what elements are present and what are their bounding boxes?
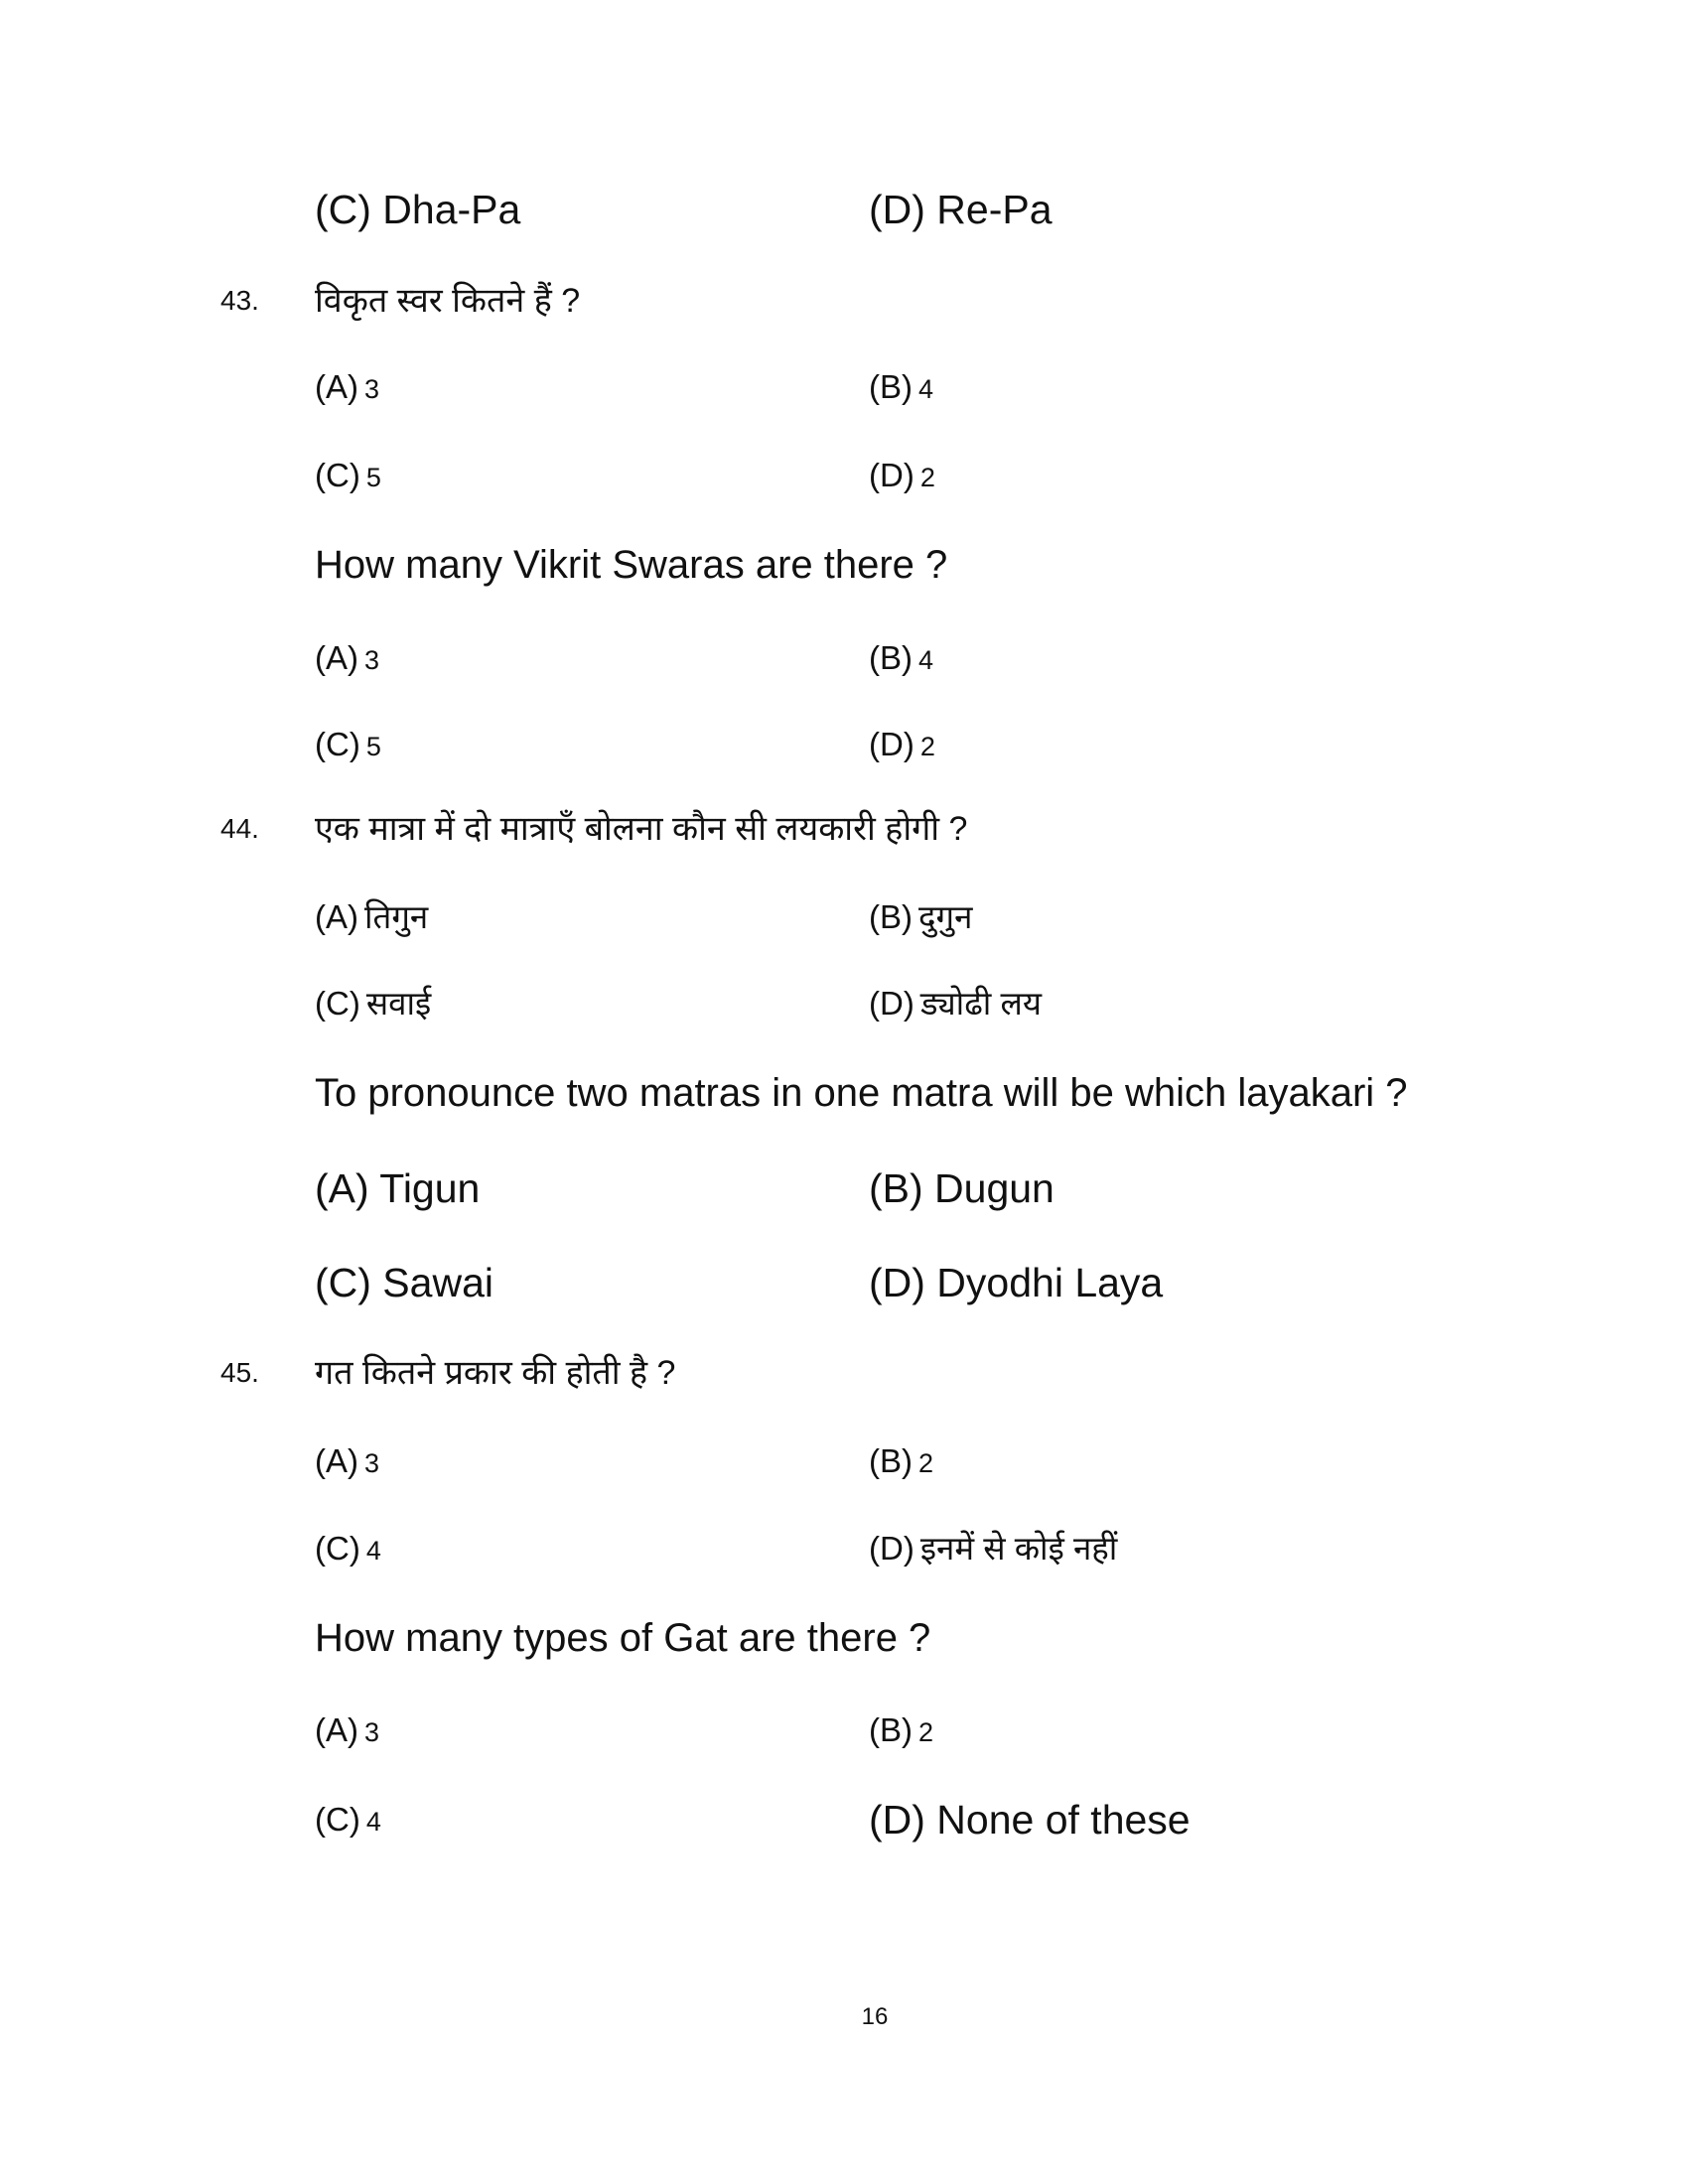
option-row [0,887,1688,947]
option-row [0,1159,1688,1218]
question-text: गत कितने प्रकार की होती है ? [315,1354,676,1392]
option-c: (C) Sawai [315,1260,493,1305]
question-43-hindi [0,271,1688,331]
question-number: 45. [220,1357,259,1388]
option-d: (D) इनमें से कोई नहीं [869,1530,1118,1567]
option-b: (B) 2 [869,1711,934,1748]
option-b: (B) 4 [869,368,934,405]
option-row [0,1790,1688,1849]
question-44-hindi [0,799,1688,859]
option-row [0,974,1688,1033]
question-text: To pronounce two matras in one matra will be which layakari ? [315,1071,1408,1115]
question-text: एक मात्रा में दो मात्राएँ बोलना कौन सी लयकारी होगी ? [315,810,968,848]
option-c: (C) 4 [315,1530,381,1567]
option-b: (B) 4 [869,639,934,676]
option-a: (A) 3 [315,368,380,405]
option-row [0,1701,1688,1760]
option-c: (C) Dha-Pa [315,187,521,232]
option-row [0,1432,1688,1491]
option-d: (D) ड्योढी लय [869,985,1043,1022]
option-row [0,446,1688,505]
option-b: (B) 2 [869,1442,934,1479]
option-row [0,180,1688,239]
question-45-hindi [0,1343,1688,1403]
option-row [0,357,1688,417]
option-b: (B) Dugun [869,1165,1055,1211]
page-number: 16 [861,2003,889,2030]
question-44-english [0,1063,1688,1123]
option-a: (A) Tigun [315,1165,481,1211]
question-number: 44. [220,813,259,844]
option-a: (A) तिगुन [315,898,429,935]
question-43-english [0,535,1688,595]
option-c: (C) 5 [315,457,381,493]
option-d: (D) Dyodhi Laya [869,1260,1164,1305]
option-b: (B) दुगुन [869,898,973,935]
option-row [0,1253,1688,1312]
question-45-english [0,1608,1688,1668]
option-d: (D) 2 [869,457,935,493]
option-c: (C) सवाई [315,985,432,1022]
option-d: (D) Re-Pa [869,187,1053,232]
question-text: How many types of Gat are there ? [315,1616,931,1660]
question-text: विकृत स्वर कितने हैं ? [315,282,581,320]
option-a: (A) 3 [315,1442,380,1479]
option-row [0,715,1688,774]
option-c: (C) 5 [315,726,381,762]
option-row [0,1519,1688,1578]
option-a: (A) 3 [315,1711,380,1748]
option-d: (D) 2 [869,726,935,762]
question-number: 43. [220,285,259,316]
question-text: How many Vikrit Swaras are there ? [315,543,948,587]
option-d: (D) None of these [869,1797,1191,1843]
option-c: (C) 4 [315,1801,381,1838]
option-row [0,628,1688,688]
option-a: (A) 3 [315,639,380,676]
